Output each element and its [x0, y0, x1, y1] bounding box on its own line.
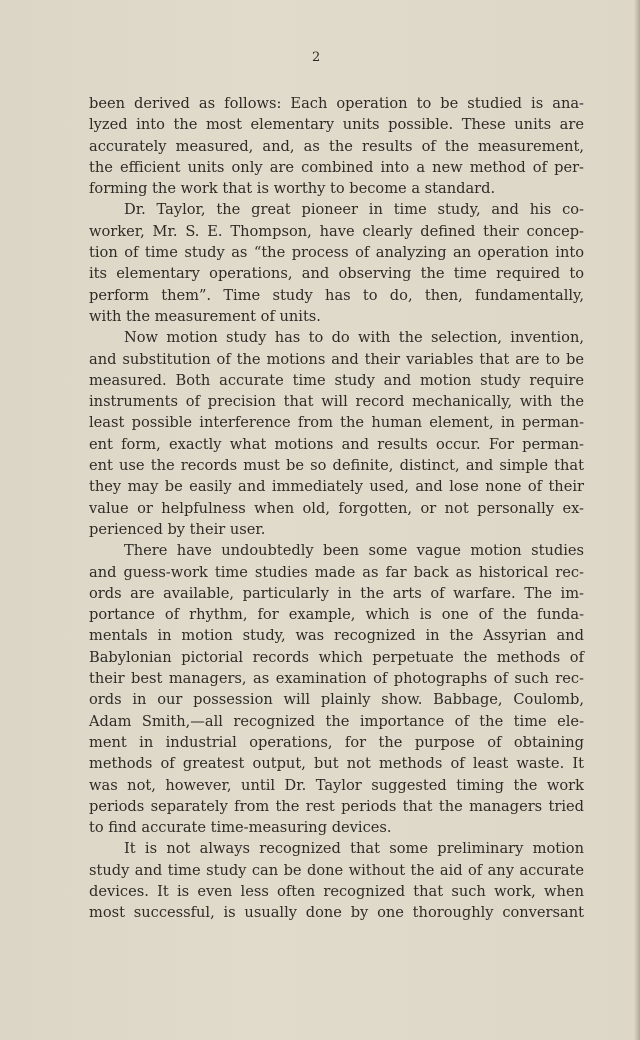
text-line: they may be easily and immediately used, and lose none of their	[89, 478, 584, 496]
text-line: It is not always recognized that some preliminary motion	[124, 840, 584, 858]
text-line: Adam Smith,—all recognized the importance of the time ele-	[89, 712, 584, 730]
text-line: Dr. Taylor, the great pioneer in time study, and his co-	[124, 201, 584, 219]
text-line: ent form, exactly what motions and results occur. For perman-	[89, 435, 584, 453]
text-line: study and time study can be done without the aid of any accurate	[89, 861, 584, 879]
text-line: mentals in motion study, was recognized in the Assyrian and	[89, 627, 584, 645]
text-line: with the measurement of units.	[89, 307, 321, 325]
text-line: portance of rhythm, for example, which is one of the funda-	[89, 606, 584, 624]
text-line: methods of greatest output, but not methods of least waste. It	[89, 755, 584, 773]
text-line: periods separately from the rest periods that the managers tried	[89, 797, 584, 815]
text-line: instruments of precision that will record mechanically, with the	[89, 393, 584, 411]
text-line: There have undoubtedly been some vague motion studies	[124, 542, 584, 560]
text-line: their best managers, as examination of photographs of such rec-	[89, 670, 584, 688]
body-text	[89, 93, 584, 924]
text-line: most successful, is usually done by one thoroughly conversant	[89, 904, 584, 922]
text-line: and guess-work time studies made as far back as historical rec-	[89, 563, 584, 581]
text-line: been derived as follows: Each operation to be studied is ana-	[89, 95, 584, 112]
text-line: tion of time study as “the process of analyzing an operation into	[89, 244, 584, 262]
text-line: ords in our possession will plainly show. Babbage, Coulomb,	[89, 691, 584, 709]
text-line: least possible interference from the human element, in perman-	[89, 414, 584, 432]
text-line: ment in industrial operations, for the purpose of obtaining	[89, 733, 584, 751]
text-line: Babylonian pictorial records which perpetuate the methods of	[89, 648, 584, 666]
text-line: ent use the records must be so definite, distinct, and simple that	[89, 457, 584, 475]
text-line: perienced by their user.	[89, 520, 266, 538]
text-line: Now motion study has to do with the selection, invention,	[124, 329, 584, 347]
text-line: and substitution of the motions and their variables that are to be	[89, 350, 584, 368]
text-line: value or helpfulness when old, forgotten, or not personally ex-	[89, 499, 584, 517]
text-line: measured. Both accurate time study and motion study require	[89, 371, 584, 389]
text-line: perform them”. Time study has to do, then, fundamentally,	[89, 286, 584, 304]
page-number: 2	[312, 50, 321, 65]
text-line: ords are available, particularly in the arts of warfare. The im-	[89, 584, 584, 602]
text-line: forming the work that is worthy to become a standard.	[89, 180, 496, 198]
text-line: its elementary operations, and observing the time required to	[89, 265, 584, 283]
text-line: to find accurate time-measuring devices.	[89, 819, 392, 837]
page-edge-shadow	[634, 0, 640, 1040]
text-line: lyzed into the most elementary units possible. These units are	[89, 116, 584, 134]
text-line: devices. It is even less often recognized that such work, when	[89, 882, 584, 900]
text-line: the efficient units only are combined into a new method of per-	[89, 158, 584, 176]
text-line: was not, however, until Dr. Taylor suggested timing the work	[89, 776, 584, 794]
text-line: accurately measured, and, as the results of the measurement,	[89, 137, 584, 155]
text-line: worker, Mr. S. E. Thompson, have clearly defined their concep-	[89, 222, 584, 240]
